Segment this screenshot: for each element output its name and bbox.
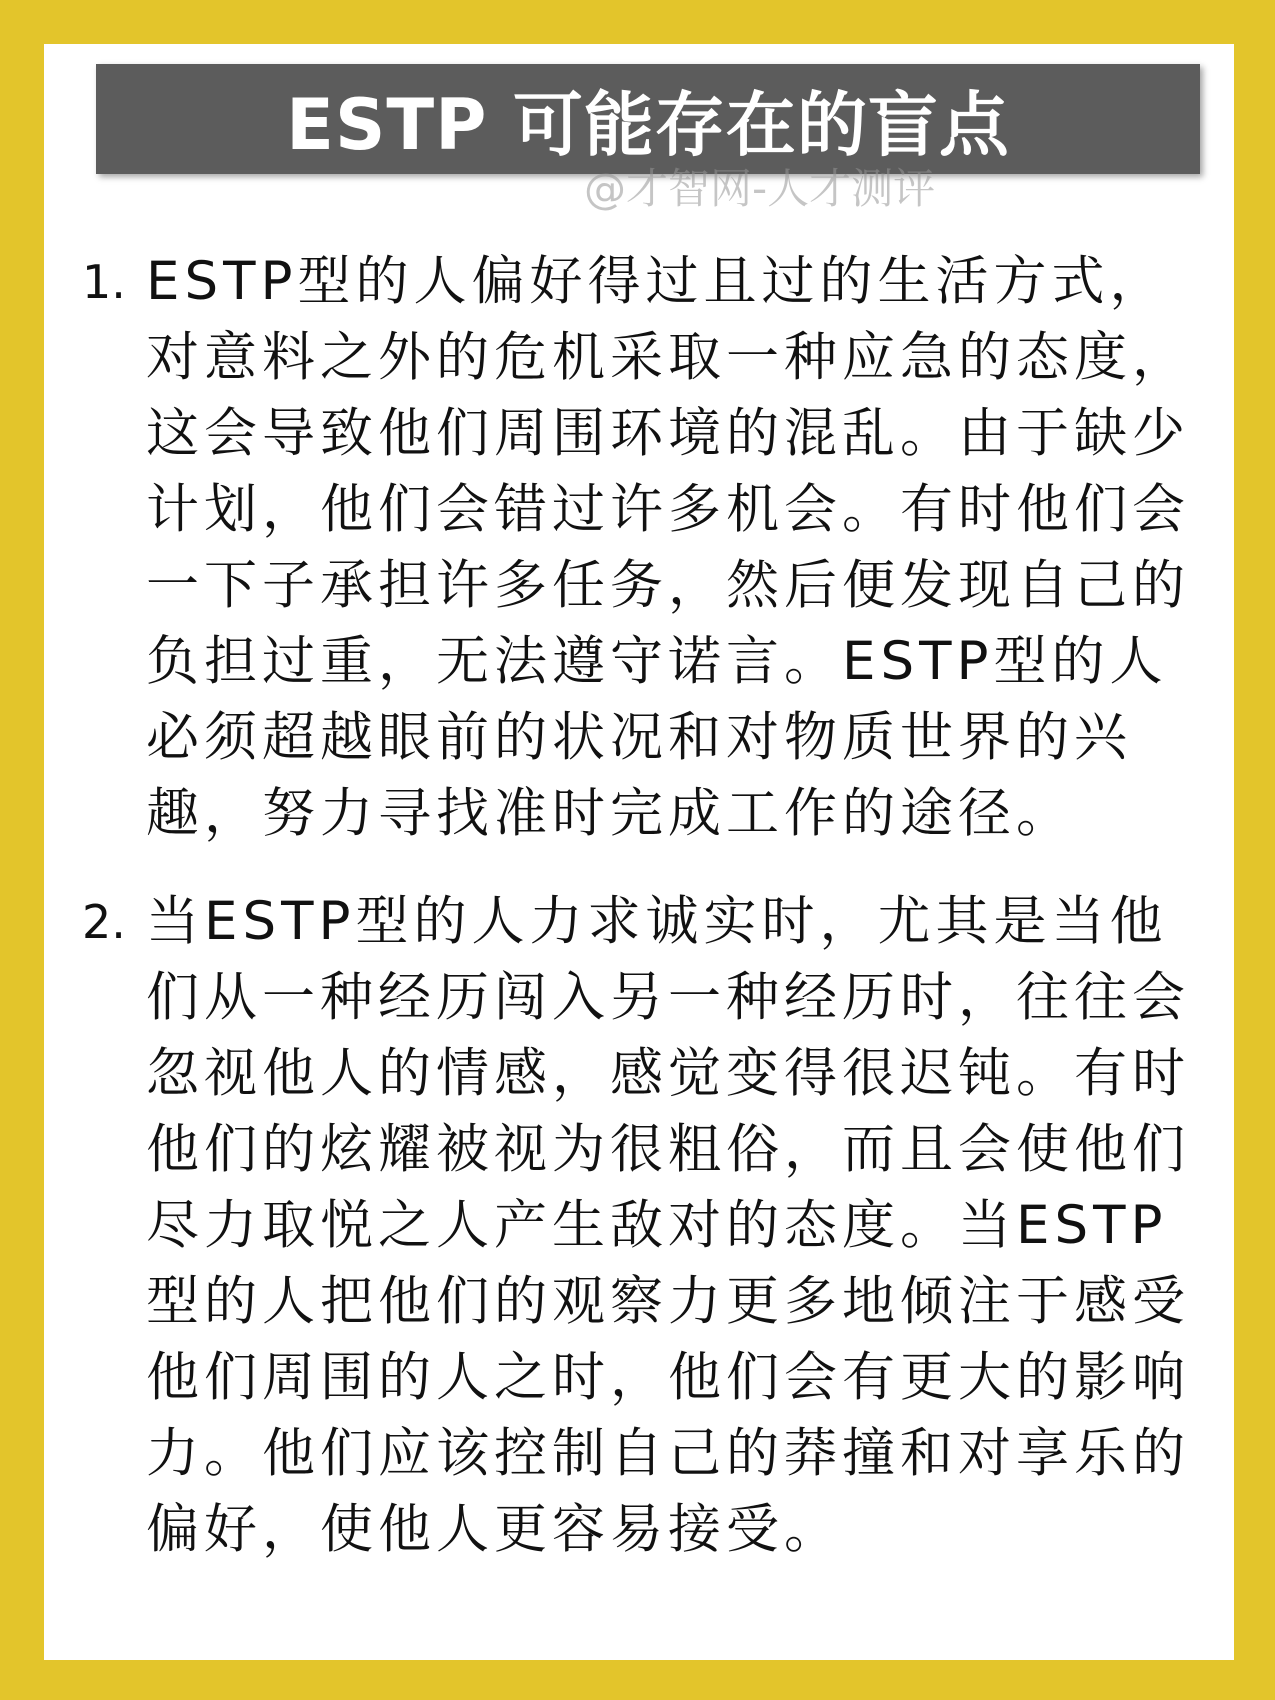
content-card: [44, 44, 1234, 1660]
list-item: [82, 244, 1242, 852]
list-item-text: 当ESTP型的人力求诚实时，尤其是当他们从一种经历闯入另一种经历时，往往会忽视他人的情感，感觉变得很迟钝。有时他们的炫耀被视为很粗俗，而且会使他们尽力取悦之人产生敌对的态度。当ESTP型的人把他们的观察力更多地倾注于感受他们周围的人之时，他们会有更大的影响力。他们应该控制自己的莽撞和对享乐的偏好，使他人更容易接受。: [146, 891, 1190, 1560]
watermark: @才智网-人才测评: [584, 164, 936, 213]
blind-spot-list: [82, 244, 1242, 1568]
page-title: ESTP 可能存在的盲点: [286, 83, 1010, 166]
list-item-number: 2.: [82, 895, 126, 949]
list-item: [82, 884, 1242, 1568]
list-item-text: ESTP型的人偏好得过且过的生活方式，对意料之外的危机采取一种应急的态度，这会导致他们周围环境的混乱。由于缺少计划，他们会错过许多机会。有时他们会一下子承担许多任务，然后便发现自己的负担过重，无法遵守诺言。ESTP型的人必须超越眼前的状况和对物质世界的兴趣，努力寻找准时完成工作的途径。: [146, 251, 1190, 844]
list-item-number: 1.: [82, 255, 126, 309]
